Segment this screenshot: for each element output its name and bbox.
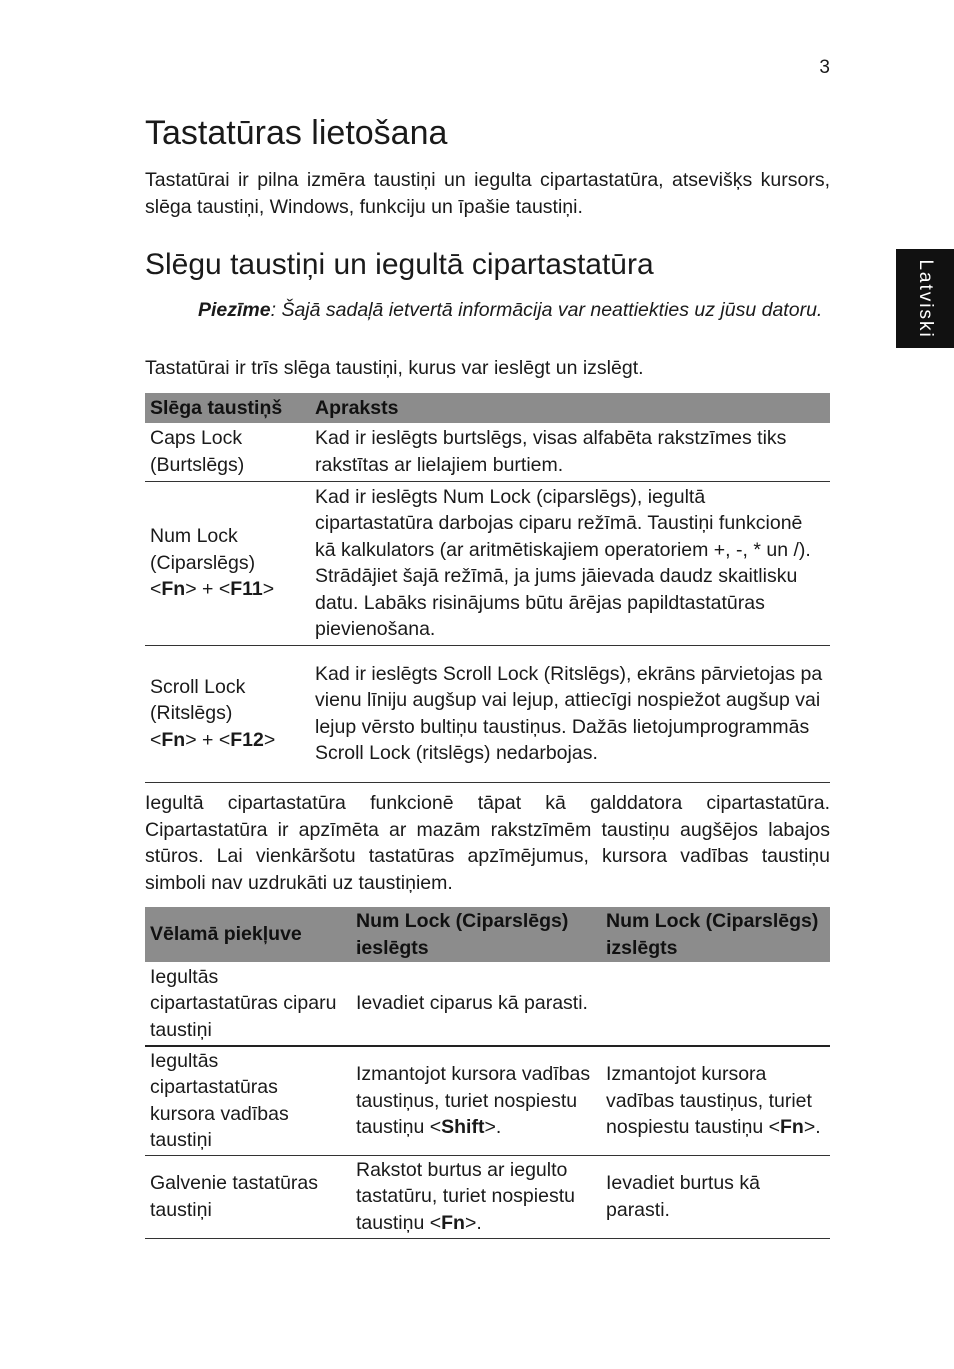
lock-table-header-desc: Apraksts xyxy=(310,393,830,423)
lock-table-header-key: Slēga taustiņš xyxy=(145,393,310,423)
lock-key-cell xyxy=(145,481,310,645)
lock-desc-cell: Kad ir ieslēgts burtslēgs, visas alfabēta rakstzīmes tiks rakstītas ar lielajiem burtiem. xyxy=(315,427,787,476)
table-row xyxy=(145,481,830,645)
numlock-on-cell: Rakstot burtus ar iegulto tastatūru, turiet nospiestu taustiņu <Fn>. xyxy=(356,1158,575,1234)
lock-key-alt: (Ritslēgs) xyxy=(150,702,233,725)
lock-key-cell xyxy=(145,645,310,782)
key-combo: <Fn> + <F11> xyxy=(150,578,275,601)
numlock-on-cell: Ievadiet ciparus kā parasti. xyxy=(356,992,588,1015)
keypad-intro-paragraph: Iegultā cipartastatūra funkcionē tāpat kā galddatora cipartastatūra. Cipartastatūra ir apzīmēta ar mazām rakstzīmēm taustiņu augšējos labajos stūros. Lai vienkāršotu tastatūras apzīmējumus, kursora vadības taustiņu simboli nav uzdrukāti uz taustiņiem. xyxy=(145,792,830,894)
lock-key-name: Num Lock xyxy=(150,525,238,548)
lock-table-header-row xyxy=(145,393,830,423)
lock-keys-table xyxy=(145,393,830,783)
page-number: 3 xyxy=(819,57,830,78)
section-title: Slēgu taustiņi un iegultā cipartastatūra xyxy=(145,248,654,281)
numlock-off-cell: Ievadiet burtus kā parasti. xyxy=(606,1172,760,1221)
access-cell: Iegultās cipartastatūras kursora vadības taustiņi xyxy=(150,1049,289,1152)
table-row xyxy=(145,1155,830,1238)
access-header-on: Num Lock (Ciparslēgs) ieslēgts xyxy=(351,907,601,962)
lock-desc-cell: Kad ir ieslēgts Scroll Lock (Ritslēgs), ekrāns pārvietojas pa vienu līniju augšup vai lejup, attiecīgi nospiežot augšup vai lejup vērsto bultiņu taustiņus. Dažās lietojumprogrammās Scroll Lock (ritslēgs) nedarbojas. xyxy=(315,662,823,764)
lock-key-name: Scroll Lock xyxy=(150,675,246,698)
keypad-access-table xyxy=(145,907,830,1239)
lock-key-cell xyxy=(145,423,310,481)
lock-desc-cell: Kad ir ieslēgts Num Lock (ciparslēgs), iegultā cipartastatūra darbojas ciparu režīmā. Taustiņi funkcionē kā kalkulators (ar aritmētiskajiem operatoriem +, -, * un /). Strādājiet šajā režīmā, ja jums jāievada daudz skaitlisku datu. Labāks risinājums būtu ārējas papildtastatūras pievienošana. xyxy=(315,485,811,640)
table-row xyxy=(145,645,830,782)
table-row xyxy=(145,1046,830,1155)
lock-key-alt: (Burtslēgs) xyxy=(150,453,245,476)
access-table-header-row xyxy=(145,907,830,962)
access-cell: Galvenie tastatūras taustiņi xyxy=(150,1172,319,1221)
lock-key-alt: (Ciparslēgs) xyxy=(150,551,256,574)
lock-intro-paragraph: Tastatūrai ir trīs slēga taustiņi, kurus var ieslēgt un izslēgt. xyxy=(145,357,644,379)
lock-key-name: Caps Lock xyxy=(150,427,243,450)
numlock-on-cell: Izmantojot kursora vadības taustiņus, turiet nospiestu taustiņu <Shift>. xyxy=(356,1063,591,1138)
intro-paragraph: Tastatūrai ir pilna izmēra taustiņi un iegulta cipartastatūra, atsevišķs kursors, slēga taustiņi, Windows, funkciju un īpašie taustiņi. xyxy=(145,169,830,218)
table-row xyxy=(145,962,830,1046)
table-row xyxy=(145,423,830,481)
language-label: Latviski xyxy=(915,258,936,339)
key-combo: <Fn> + <F12> xyxy=(150,728,276,751)
access-header-access: Vēlamā piekļuve xyxy=(145,907,351,962)
language-side-tab xyxy=(896,249,954,348)
access-header-off: Num Lock (Ciparslēgs) izslēgts xyxy=(601,907,830,962)
numlock-off-cell: Izmantojot kursora vadības taustiņus, turiet nospiestu taustiņu <Fn>. xyxy=(606,1063,821,1138)
note-text: : Šajā sadaļā ietvertā informācija var neattiekties uz jūsu datoru. xyxy=(270,299,823,321)
numlock-off-cell xyxy=(601,962,830,1046)
page-title: Tastatūras lietošana xyxy=(145,114,448,152)
note-paragraph xyxy=(198,297,830,324)
note-label: Piezīme xyxy=(198,299,271,321)
access-cell: Iegultās cipartastatūras ciparu taustiņi xyxy=(150,965,337,1041)
